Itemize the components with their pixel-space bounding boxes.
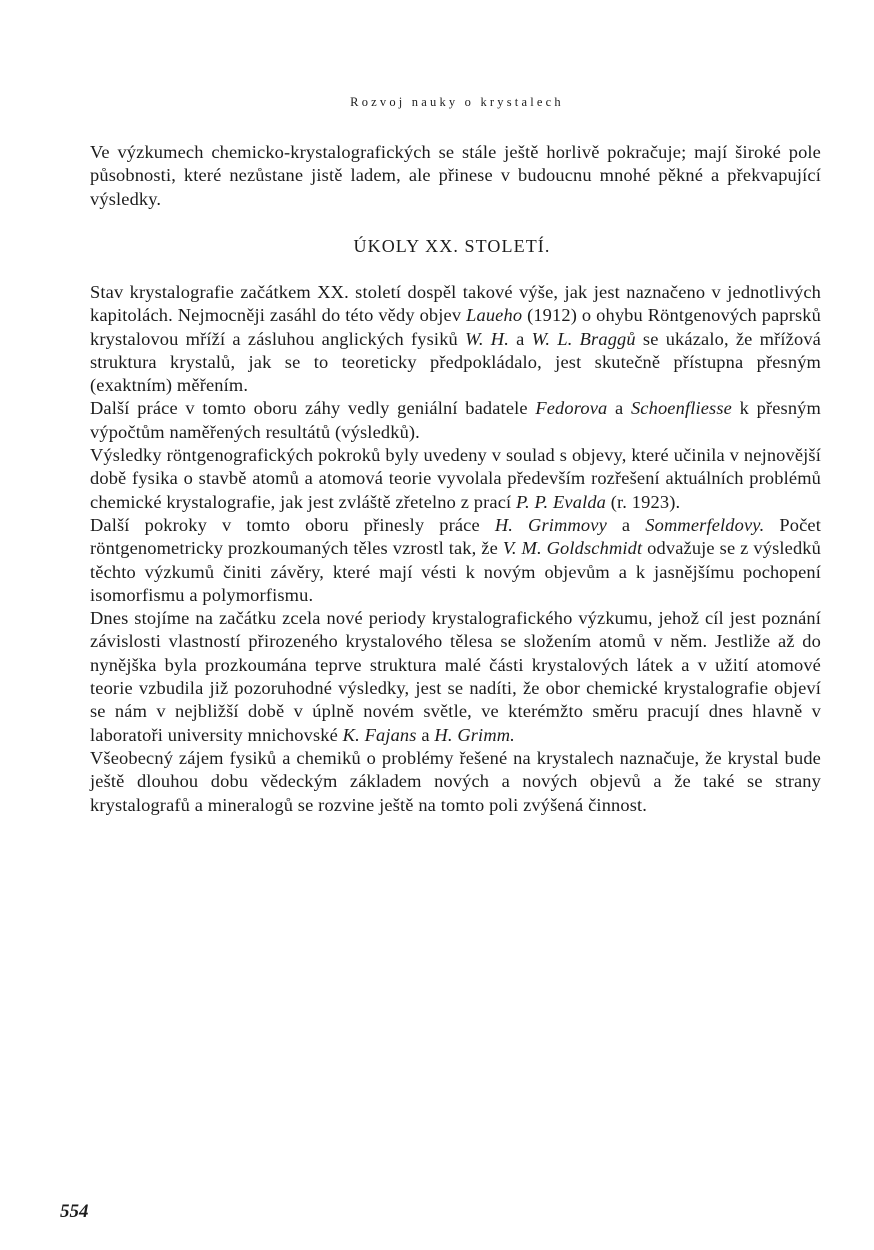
- italic-name: Fedorova: [535, 398, 608, 419]
- text-run: Počet röntgenometricky prozkoumaných těles vzrostl tak, že: [90, 514, 821, 559]
- text-run: Stav krystalografie začátkem XX. století dospěl takové výše, jak jest naznačeno v jednotlivých kapitolách. Nejmocněji zasáhl do této vědy objev: [90, 282, 821, 326]
- italic-name: W. H.: [465, 328, 509, 349]
- intro-section: [90, 141, 821, 211]
- body-paragraph: [90, 281, 821, 397]
- text-run: k přesným výpočtům naměřených resultátů (výsledků).: [90, 398, 821, 442]
- italic-name: Laueho: [466, 305, 523, 326]
- text-run: a: [416, 724, 435, 745]
- intro-paragraph: Ve výzkumech chemicko-krystalografických se stále ještě horlivě pokračuje; mají široké pole působnosti, které nezůstane jistě ladem, ale přinese v budoucnu mnohé pěkné a překvapující výsledky.: [90, 142, 821, 209]
- body-paragraph: [90, 514, 821, 607]
- text-run: a: [607, 398, 631, 419]
- text-run: (1912) o ohybu Röntgenových paprsků krystalovou mříží a zásluhou anglických fysiků: [90, 305, 821, 349]
- italic-name: Sommerfeldovy.: [645, 514, 765, 535]
- section-heading: ÚKOLY XX. STOLETÍ.: [353, 236, 551, 256]
- body-paragraph: [90, 747, 821, 817]
- text-run: Další pokroky v tomto oboru přinesly práce: [90, 514, 495, 535]
- body-paragraph: [90, 607, 821, 747]
- text-run: Výsledky röntgenografických pokroků byly uvedeny v soulad s objevy, které učinila v nejnovější době fysika o stavbě atomů a atomová teorie vyvolala především rozřešení aktuálních problémů chemické krystalografie, jak jest zvláště zřetelno z prací: [90, 445, 821, 512]
- text-run: Všeobecný zájem fysiků a chemiků o problémy řešené na krystalech naznačuje, že krystal bude ještě dlouhou dobu vědeckým základem nových a nových objevů a že také se strany krystalografů a mineralogů se rozvine ještě na tomto poli zvýšená činnost.: [90, 747, 821, 815]
- italic-name: Schoenfliesse: [630, 398, 732, 419]
- italic-name: W. L. Braggů: [531, 328, 636, 349]
- text-run: odvažuje se z výsledků těchto výzkumů činiti závěry, které mají vésti k novým objevům a k jasnějšímu pochopení isomorfismu a polymorfismu.: [90, 538, 821, 605]
- italic-name: P. P. Evalda: [516, 491, 607, 512]
- page-number: 554: [60, 1201, 89, 1222]
- text-run: se ukázalo, že mřížová struktura krystalů, jak se to teoreticky předpokládalo, jest skutečně přístupna přesným (exaktním) měřením.: [90, 328, 821, 396]
- text-run: (r. 1923).: [606, 491, 681, 512]
- text-run: Dnes stojíme na začátku zcela nové periody krystalografického výzkumu, jehož cíl jest poznání závislosti vlastností přirozeného krystalového tělesa se složením atomů v něm. Jestliže až do nynějška byla prozkoumána teprve struktura malé části krystalových látek a v užití atomové teorie vzbudila již pozoruhodné výsledky, jest se nadíti, že obor chemické krystalografie objeví se nám v nejbližší době v úplně novém světle, ve kterémžto směru pracují dnes hlavně v laboratoři university mnichovské: [90, 608, 821, 745]
- italic-name: H. Grimmovy: [494, 514, 607, 535]
- italic-name: H. Grimm.: [434, 724, 515, 745]
- text-run: a: [606, 514, 646, 535]
- running-head: Rozvoj nauky o krystalech: [350, 95, 564, 109]
- body-paragraph: [90, 397, 821, 444]
- italic-name: K. Fajans: [342, 724, 417, 745]
- text-run: Další práce v tomto oboru záhy vedly geniální badatele: [90, 398, 536, 419]
- body-paragraph: [90, 444, 821, 514]
- text-run: a: [508, 328, 532, 349]
- body-text: [90, 281, 821, 817]
- italic-name: V. M. Goldschmidt: [502, 538, 643, 559]
